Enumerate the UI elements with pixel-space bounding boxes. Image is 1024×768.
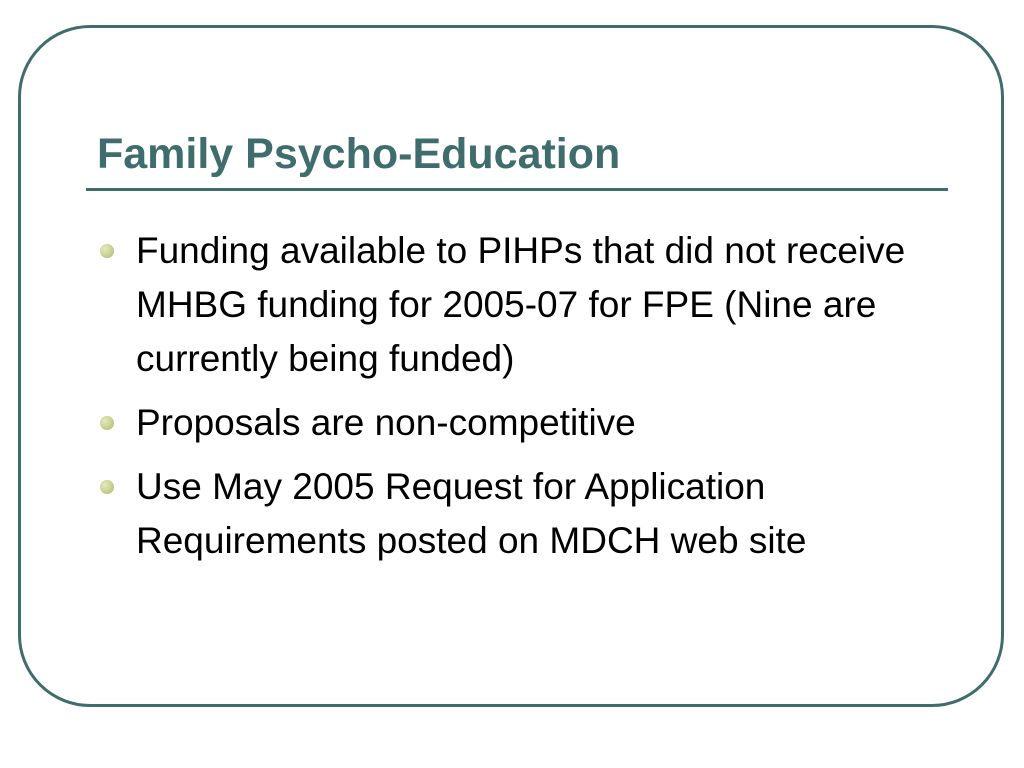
bullet-text: Funding available to PIHPs that did not receive MHBG funding for 2005-07 for FPE (Nine are currently being funded) — [136, 230, 906, 379]
bullet-item-proposals — [100, 396, 960, 450]
bullet-dot-icon — [100, 244, 114, 258]
title-underline — [86, 188, 948, 191]
slide-title: Family Psycho-Education — [97, 130, 621, 178]
bullet-text: Use May 2005 Request for Application Requirements posted on MDCH web site — [136, 466, 807, 561]
bullet-item-requirements — [100, 460, 960, 568]
bullet-list — [100, 224, 960, 578]
bullet-text: Proposals are non-competitive — [136, 402, 636, 443]
bullet-dot-icon — [100, 416, 114, 430]
bullet-item-funding — [100, 224, 960, 386]
bullet-dot-icon — [100, 480, 114, 494]
